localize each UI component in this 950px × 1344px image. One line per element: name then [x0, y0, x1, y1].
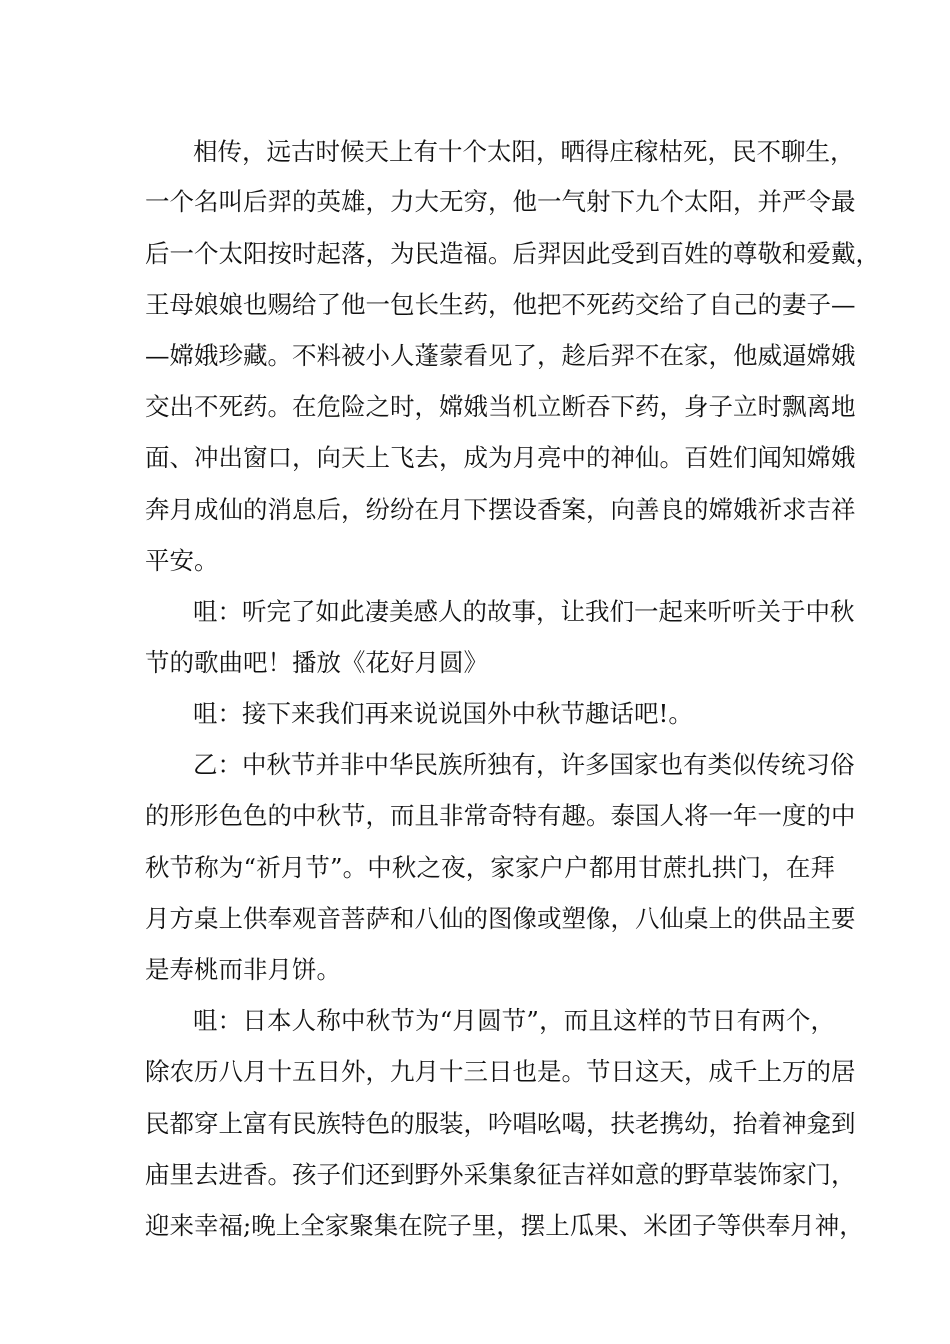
text-line: 咀：接下来我们再来说说国外中秋节趣话吧!。	[193, 699, 693, 728]
text-line: 相传，远古时候天上有十个太阳，晒得庄稼枯死，民不聊生，	[193, 137, 855, 166]
text-line: 交出不死药。在危险之时，嫦娥当机立断吞下药，身子立时飘离地	[145, 392, 856, 421]
text-line: 迎来幸福;晚上全家聚集在院子里，摆上瓜果、米团子等供奉月神，	[145, 1211, 864, 1240]
text-line: 一个名叫后羿的英雄，力大无穷，他一气射下九个太阳，并严令最	[145, 187, 856, 216]
text-line: 庙里去进香。孩子们还到野外采集象征吉祥如意的野草装饰家门，	[145, 1160, 856, 1189]
text-line: 后一个太阳按时起落，为民造福。后羿因此受到百姓的尊敬和爱戴，	[145, 239, 880, 268]
text-line: 平安。	[145, 546, 219, 575]
text-line: —嫦娥珍藏。不料被小人蓬蒙看见了，趁后羿不在家，他威逼嫦娥	[145, 341, 856, 370]
text-line: 咀：日本人称中秋节为“月圆节”，而且这样的节日有两个，	[193, 1006, 835, 1035]
text-line: 是寿桃而非月饼。	[145, 955, 341, 984]
text-line: 奔月成仙的消息后，纷纷在月下摆设香案，向善良的嫦娥祈求吉祥	[145, 495, 856, 524]
text-line: 乙：中秋节并非中华民族所独有，许多国家也有类似传统习俗	[193, 750, 855, 779]
text-line: 的形形色色的中秋节，而且非常奇特有趣。泰国人将一年一度的中	[145, 801, 856, 830]
text-line: 面、冲出窗口，向天上飞去，成为月亮中的神仙。百姓们闻知嫦娥	[145, 443, 856, 472]
text-line: 王母娘娘也赐给了他一包长生药，他把不死药交给了自己的妻子—	[145, 290, 856, 319]
text-line: 除农历八月十五日外，九月十三日也是。节日这天，成千上万的居	[145, 1057, 856, 1086]
text-line: 民都穿上富有民族特色的服装，吟唱吆喝，扶老携幼，抬着神龛到	[145, 1109, 856, 1138]
text-line: 咀：听完了如此凄美感人的故事，让我们一起来听听关于中秋	[193, 597, 855, 626]
text-line: 节的歌曲吧！播放《花好月圆》	[145, 648, 488, 677]
text-line: 月方桌上供奉观音菩萨和八仙的图像或塑像，八仙桌上的供品主要	[145, 904, 856, 933]
text-line: 秋节称为“祈月节”。中秋之夜，家家户户都用甘蔗扎拱门，在拜	[145, 853, 835, 882]
